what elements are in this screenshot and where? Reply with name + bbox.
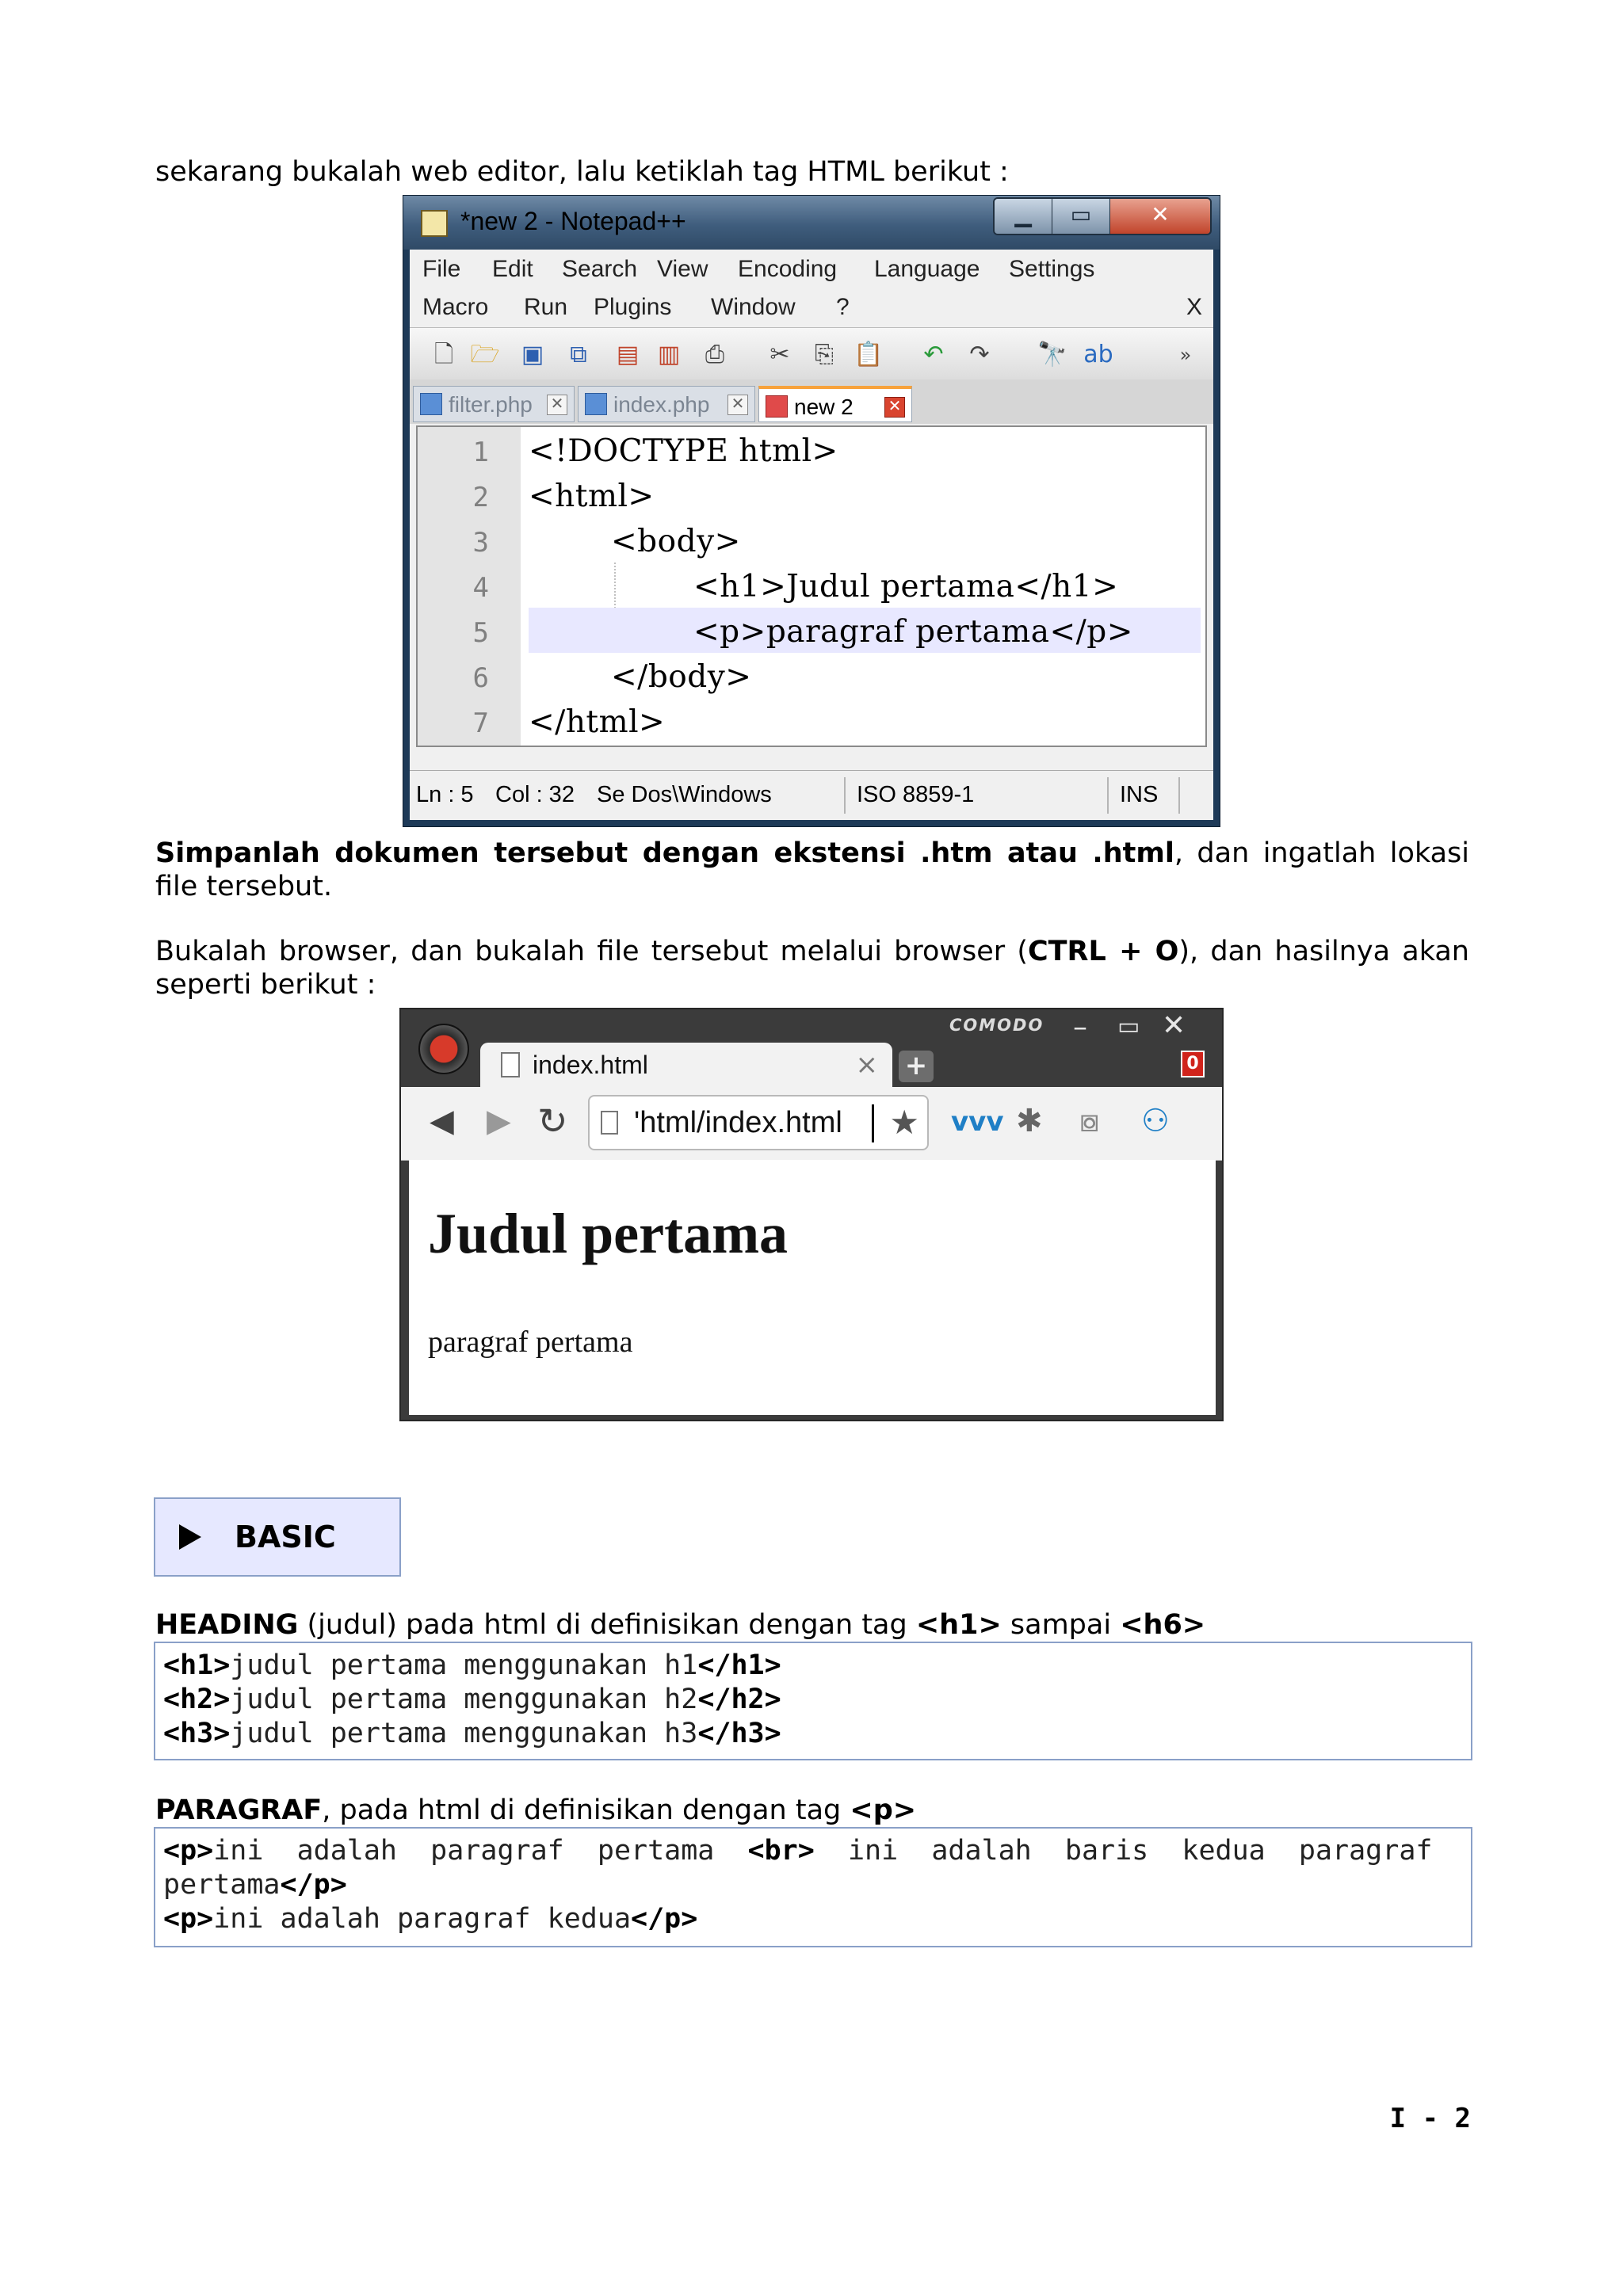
menu-bar-row2 — [410, 288, 1213, 326]
document-icon — [501, 1052, 520, 1077]
copy-icon[interactable]: ⎘ — [815, 341, 834, 368]
status-line: Ln : 5 — [416, 782, 474, 807]
print-icon[interactable]: ⎙ — [705, 341, 724, 368]
browser-brand: COMODO — [949, 1016, 1044, 1035]
code-line: 7 </html> — [472, 704, 666, 740]
heading-description: HEADING (judul) pada html di definisikan dengan tag <h1> sampai <h6> — [155, 1609, 1206, 1641]
menu-encoding[interactable]: Encoding — [738, 256, 838, 282]
save-all-icon[interactable]: ⧉ — [570, 341, 587, 368]
menu-edit[interactable]: Edit — [492, 256, 533, 282]
notepad-titlebar — [403, 196, 1220, 250]
tab-close-icon[interactable]: ✕ — [547, 395, 567, 415]
page-icon — [601, 1111, 618, 1135]
tab-close-icon[interactable]: ✕ — [884, 397, 905, 418]
minimize-button[interactable]: – — [1073, 1011, 1087, 1043]
basic-section-header: BASIC — [154, 1497, 401, 1577]
heading-code-box — [154, 1642, 1472, 1760]
status-eol: Se Dos\Windows — [597, 782, 772, 807]
notepad-title: *new 2 - Notepad++ — [460, 207, 686, 235]
address-bar[interactable] — [588, 1095, 929, 1150]
bookmark-star-icon[interactable]: ★ — [889, 1103, 919, 1142]
notepad-tabbar — [410, 379, 1213, 424]
close-icon[interactable]: ▤ — [616, 341, 640, 368]
notification-badge: 0 — [1181, 1051, 1205, 1077]
paste-icon[interactable]: 📋 — [854, 341, 884, 368]
browser-toolbar — [401, 1087, 1222, 1161]
new-file-icon[interactable]: 🗋 — [433, 341, 454, 368]
browser-tab[interactable] — [480, 1043, 892, 1087]
code-line: <p>ini adalah paragraf pertama <br> ini adalah baris kedua paragraf — [163, 1835, 1433, 1867]
save-instruction: Simpanlah dokumen tersebut dengan ekstensi .htm atau .html, dan ingatlah lokasi file tersebut. — [155, 837, 1470, 902]
close-button[interactable]: ✕ — [1162, 1009, 1186, 1042]
tab-index-php[interactable]: index.php ✕ — [578, 386, 755, 422]
replace-icon[interactable]: ab — [1083, 341, 1113, 368]
code-line: <h2>judul pertama menggunakan h2</h2> — [163, 1684, 781, 1715]
undo-icon[interactable]: ↶ — [923, 341, 944, 368]
menu-macro[interactable]: Macro — [422, 294, 489, 320]
new-tab-button[interactable]: + — [899, 1051, 934, 1082]
notepad-toolbar — [410, 327, 1213, 381]
menu-bar-row1 — [410, 250, 1213, 288]
menu-run[interactable]: Run — [524, 294, 568, 320]
menu-language[interactable]: Language — [874, 256, 980, 282]
intro-text: sekarang bukalah web editor, lalu ketiklah tag HTML berikut : — [155, 156, 1009, 188]
code-line: 1 <!DOCTYPE html> — [472, 433, 838, 469]
browser-tab-title: index.html — [533, 1051, 648, 1079]
php-file-icon — [585, 393, 607, 415]
find-icon[interactable]: 🔭 — [1037, 341, 1067, 368]
code-line: <h1>judul pertama menggunakan h1</h1> — [163, 1650, 781, 1681]
page-heading: Judul pertama — [428, 1202, 789, 1265]
paragraf-description: PARAGRAF, pada html di definisikan dengan tag <p> — [155, 1794, 917, 1826]
play-arrow-icon — [179, 1524, 201, 1550]
forward-icon[interactable]: ▶ — [487, 1103, 511, 1139]
bug-icon[interactable]: ✱ — [1016, 1103, 1043, 1139]
browser-instruction: Bukalah browser, dan bukalah file tersebut melalui browser (CTRL + O), dan hasilnya akan seperti berikut : — [155, 936, 1469, 1001]
code-editor[interactable] — [416, 425, 1207, 747]
maximize-button[interactable]: ▭ — [1117, 1013, 1140, 1040]
menu-view[interactable]: View — [657, 256, 708, 282]
php-file-icon — [420, 393, 442, 415]
tab-close-icon[interactable]: ✕ — [727, 395, 748, 415]
redo-icon[interactable]: ↷ — [969, 341, 990, 368]
code-line: 6 </body> — [472, 659, 752, 695]
network-icon[interactable]: ⚇ — [1141, 1103, 1170, 1139]
menu-settings[interactable]: Settings — [1009, 256, 1095, 282]
tab-close-icon[interactable]: × — [855, 1049, 878, 1081]
code-line: 3 <body> — [472, 524, 741, 559]
code-line: <p>ini adalah paragraf kedua</p> — [163, 1903, 698, 1935]
status-bar — [410, 770, 1213, 820]
close-button[interactable]: ✕ — [1110, 199, 1210, 234]
back-icon[interactable]: ◀ — [430, 1103, 454, 1139]
code-line: 4 <h1>Judul pertama</h1> — [472, 569, 1119, 605]
tab-new-2[interactable]: new 2 ✕ — [758, 386, 912, 422]
browser-window — [399, 1008, 1224, 1421]
address-url: 'html/index.html — [634, 1106, 842, 1139]
extension-icon[interactable]: vvv — [951, 1106, 1004, 1138]
menu-search[interactable]: Search — [562, 256, 638, 282]
cut-icon[interactable]: ✂ — [769, 341, 790, 368]
save-icon[interactable]: ▣ — [521, 341, 544, 368]
puzzle-icon[interactable]: ⧇ — [1079, 1103, 1100, 1139]
comodo-logo-icon[interactable] — [418, 1024, 469, 1074]
page-number: I - 2 — [1389, 2103, 1471, 2134]
menu-window[interactable]: Window — [711, 294, 796, 320]
notepad-window — [403, 195, 1220, 827]
maximize-button[interactable]: ▭ — [1052, 199, 1110, 234]
more-icon[interactable]: » — [1179, 344, 1192, 366]
text-cursor — [872, 1104, 874, 1142]
page-paragraph: paragraf pertama — [428, 1325, 633, 1359]
close-all-icon[interactable]: ▥ — [657, 341, 681, 368]
reload-icon[interactable]: ↻ — [537, 1100, 568, 1142]
notepad-app-icon — [421, 210, 448, 237]
code-line-current: 5 <p>paragraf pertama</p> — [418, 608, 1205, 653]
code-line: pertama</p> — [163, 1869, 347, 1901]
tab-filter-php[interactable]: filter.php ✕ — [413, 386, 575, 422]
unsaved-file-icon — [766, 395, 788, 418]
browser-page — [409, 1160, 1216, 1415]
menu-plugins[interactable]: Plugins — [594, 294, 672, 320]
status-col: Col : 32 — [495, 782, 575, 807]
menu-close-doc[interactable]: X — [1186, 294, 1202, 320]
minimize-button[interactable]: ▁ — [995, 199, 1052, 234]
status-mode: INS — [1120, 782, 1159, 807]
status-encoding: ISO 8859-1 — [857, 782, 975, 807]
code-line: 2 <html> — [472, 479, 655, 514]
open-file-icon[interactable]: 🗁 — [470, 341, 500, 368]
menu-file[interactable]: File — [422, 256, 461, 282]
code-line: <h3>judul pertama menggunakan h3</h3> — [163, 1718, 781, 1749]
paragraf-code-box — [154, 1827, 1472, 1947]
menu-help[interactable]: ? — [836, 294, 850, 320]
